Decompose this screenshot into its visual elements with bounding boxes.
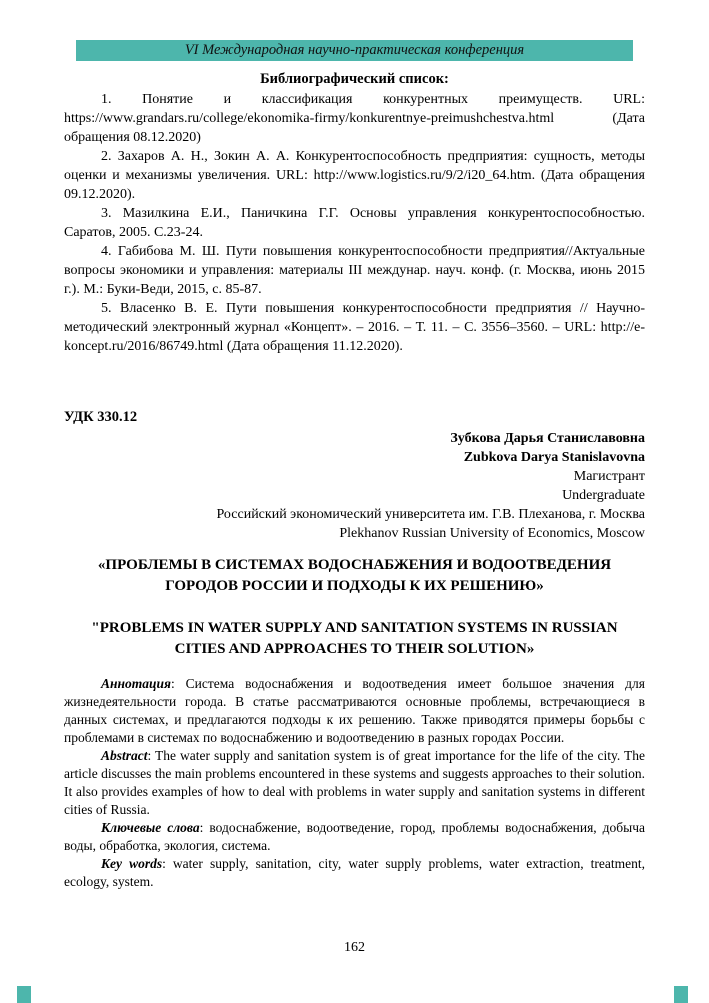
author-degree-ru: Магистрант xyxy=(573,469,645,484)
author-block xyxy=(64,429,645,543)
conference-header-text: VI Международная научно-практическая конференция xyxy=(184,42,525,58)
author-affiliation-ru: Российский экономический университета им. Г.В. Плеханова, г. Москва xyxy=(216,507,645,522)
keywords-ru-text: : водоснабжение, водоотведение, город, проблемы водоснабжения, добыча воды, обработка, экология, система. xyxy=(64,820,646,853)
author-name-en: Zubkova Darya Stanislavovna xyxy=(463,450,645,465)
bottom-left-accent-mark xyxy=(17,986,31,1003)
article-title-en: "PROBLEMS IN WATER SUPPLY AND SANITATION SYSTEMS IN RUSSIAN CITIES AND APPROACHES TO THEIR SOLUTION» xyxy=(91,620,618,657)
keywords-en-paragraph xyxy=(64,855,645,891)
keywords-en-text: : water supply, sanitation, city, water supply problems, water extraction, treatment, ecology, system. xyxy=(64,856,646,889)
udc-code: УДК 330.12 xyxy=(64,409,138,425)
annotation-text: : Система водоснабжения и водоотведения имеет большое значения для жизнедеятельности города. В статье рассматриваются основные проблемы, встречающиеся в данных системах, и предлагаются подходы к их решению. Также приводятся примеры борьбы с проблемами в системах по водоснабжению и водоотведению в разных городах России. xyxy=(64,676,645,745)
keywords-ru-lead: Ключевые слова xyxy=(101,820,200,835)
annotation-paragraph xyxy=(64,675,645,747)
author-degree-en: Undergraduate xyxy=(562,488,645,503)
keywords-ru-paragraph xyxy=(64,819,645,855)
bibliography-item-2: 2. Захаров А. Н., Зокин А. А. Конкурентоспособность предприятия: сущность, методы оценки и механизмы увеличения. URL: http://www.logistics.ru/9/2/i20_64.htm. (Дата обращения 09.12.2020). xyxy=(64,149,645,202)
author-name-ru: Зубкова Дарья Станиславовна xyxy=(450,431,645,446)
page-number: 162 xyxy=(344,940,365,955)
abstract-paragraph xyxy=(64,747,645,819)
bottom-right-accent-mark xyxy=(674,986,688,1003)
annotation-lead: Аннотация xyxy=(101,676,171,691)
bibliography-item-4: 4. Габибова М. Ш. Пути повышения конкурентоспособности предприятия//Актуальные вопросы экономики и управления: материалы III междунар. науч. конф. (г. Москва, июнь 2015 г.). М.: Буки-Веди, 2015, с. 85-87. xyxy=(64,244,645,297)
bibliography-heading: Библиографический список: xyxy=(260,71,449,87)
bibliography-item-5: 5. Власенко В. Е. Пути повышения конкурентоспособности предприятия // Научно-методический электронный журнал «Концепт». – 2016. – Т. 11. – С. 3556–3560. – URL: http://e-koncept.ru/2016/86749.html (Дата обращения 11.12.2020). xyxy=(64,301,645,354)
bibliography-item-1: 1. Понятие и классификация конкурентных преимуществ. URL: https://www.grandars.ru/college/ekonomika-firmy/konkurentnye-preimushchestva.html (Дата обращения 08.12.2020) xyxy=(64,92,645,145)
bibliography-item-3: 3. Мазилкина Е.И., Паничкина Г.Г. Основы управления конкурентоспособностью. Саратов, 2005. С.23-24. xyxy=(64,206,645,240)
article-title-ru: «ПРОБЛЕМЫ В СИСТЕМАХ ВОДОСНАБЖЕНИЯ И ВОДООТВЕДЕНИЯ ГОРОДОВ РОССИИ И ПОДХОДЫ К ИХ РЕШЕНИЮ» xyxy=(97,557,612,594)
abstract-text: : The water supply and sanitation system is of great importance for the life of the city. The article discusses the main problems encountered in these systems and suggests approaches to their solution. It also provides examples of how to deal with problems in water supply and sanitation systems in different cities of Russia. xyxy=(64,748,645,817)
conference-header-banner xyxy=(76,40,633,61)
author-affiliation-en: Plekhanov Russian University of Economics, Moscow xyxy=(339,526,645,541)
abstract-lead: Abstract xyxy=(101,748,148,763)
keywords-en-lead: Key words xyxy=(101,856,163,871)
